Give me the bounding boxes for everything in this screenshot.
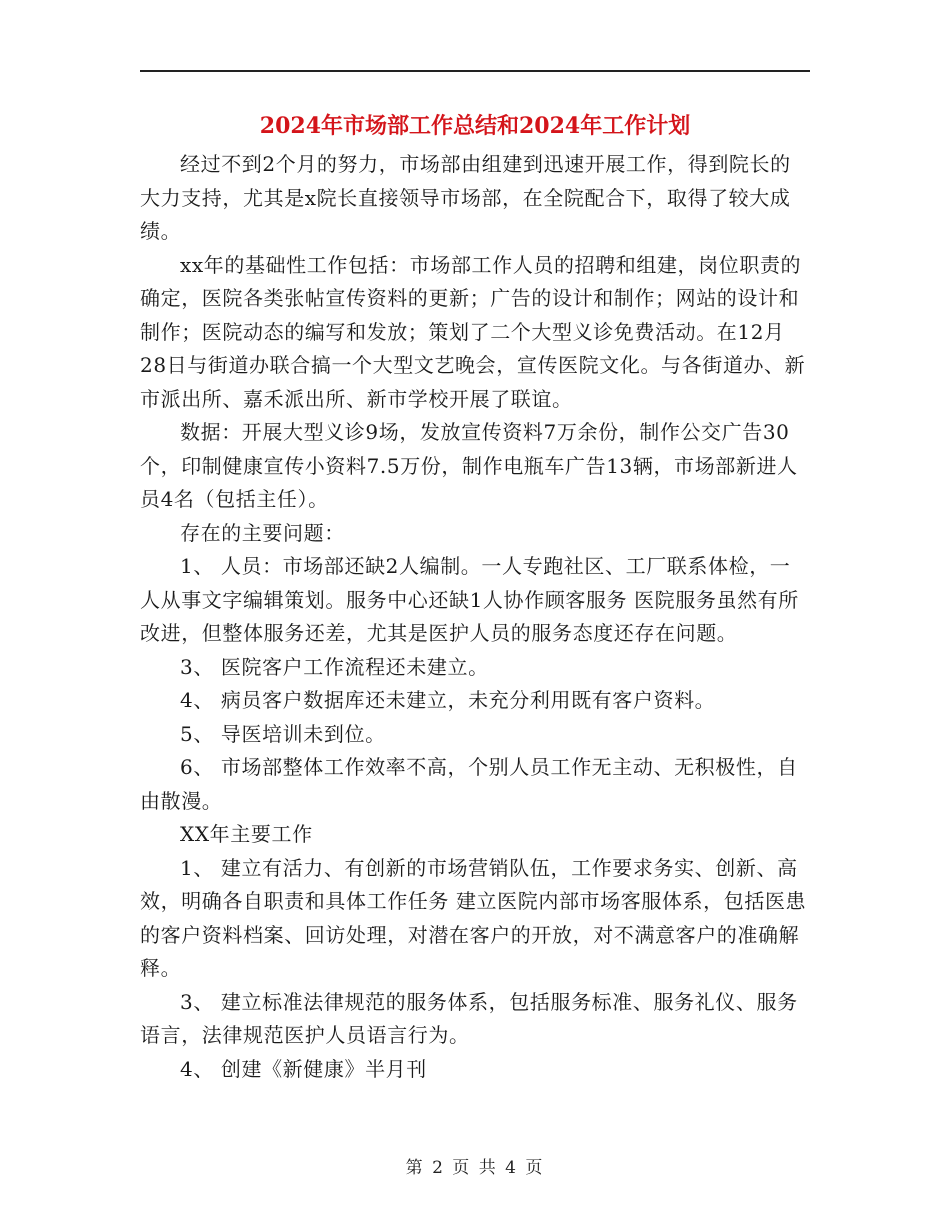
page-footer <box>0 1153 950 1178</box>
paragraph-problem-3: 3、 医院客户工作流程还未建立。 <box>180 654 489 679</box>
paragraph-intro: 经过不到2个月的努力，市场部由组建到迅速开展工作，得到院长的大力支持，尤其是x院长直接领导市场部，在全院配合下，取得了较大成绩。 <box>140 152 791 243</box>
paragraph-problem-6: 6、 市场部整体工作效率不高，个别人员工作无主动、无积极性，自由散漫。 <box>140 755 798 813</box>
paragraph-plan-3: 3、 建立标准法律规范的服务体系，包括服务标准、服务礼仪、服务语言，法律规范医护人员语言行为。 <box>140 989 798 1047</box>
paragraph-plan-heading: XX年主要工作 <box>180 822 313 846</box>
paragraph-problems-heading: 存在的主要问题： <box>180 520 345 545</box>
paragraph-data: 数据：开展大型义诊9场，发放宣传资料7万余份，制作公交广告30个，印制健康宣传小资料7.5万份，制作电瓶车广告13辆，市场部新进人员4名（包括主任）。 <box>140 420 798 511</box>
paragraph-plan-1: 1、 建立有活力、有创新的市场营销队伍，工作要求务实、创新、高效，明确各自职责和具体工作任务 建立医院内部市场客服体系，包括医患的客户资料档案、回访处理，对潜在客户的开放，对不满意客户的准确解释。 <box>140 855 807 980</box>
paragraph-plan-4: 4、 创建《新健康》半月刊 <box>180 1056 427 1081</box>
paragraph-problem-5: 5、 导医培训未到位。 <box>180 721 386 746</box>
page-number-label: 第 2 页 共 4 页 <box>405 1158 545 1178</box>
header-rule <box>140 70 810 72</box>
paragraph-problem-1: 1、 人员：市场部还缺2人编制。一人专跑社区、工厂联系体检，一人从事文字编辑策划。服务中心还缺1人协作顾客服务 医院服务虽然有所改进，但整体服务还差，尤其是医护人员的服务态度还存在问题。 <box>140 554 799 645</box>
document-title: 2024年市场部工作总结和2024年工作计划 <box>259 113 691 139</box>
paragraph-basic-work: xx年的基础性工作包括：市场部工作人员的招聘和组建，岗位职责的确定，医院各类张帖宣传资料的更新；广告的设计和制作；网站的设计和制作；医院动态的编写和发放；策划了二个大型义诊免费活动。在12月28日与街道办联合搞一个大型文艺晚会，宣传医院文化。与各街道办、新市派出所、嘉禾派出所、新市学校开展了联谊。 <box>140 252 806 411</box>
paragraph-problem-4: 4、 病员客户数据库还未建立，未充分利用既有客户资料。 <box>180 688 716 712</box>
document-body <box>140 148 810 1086</box>
